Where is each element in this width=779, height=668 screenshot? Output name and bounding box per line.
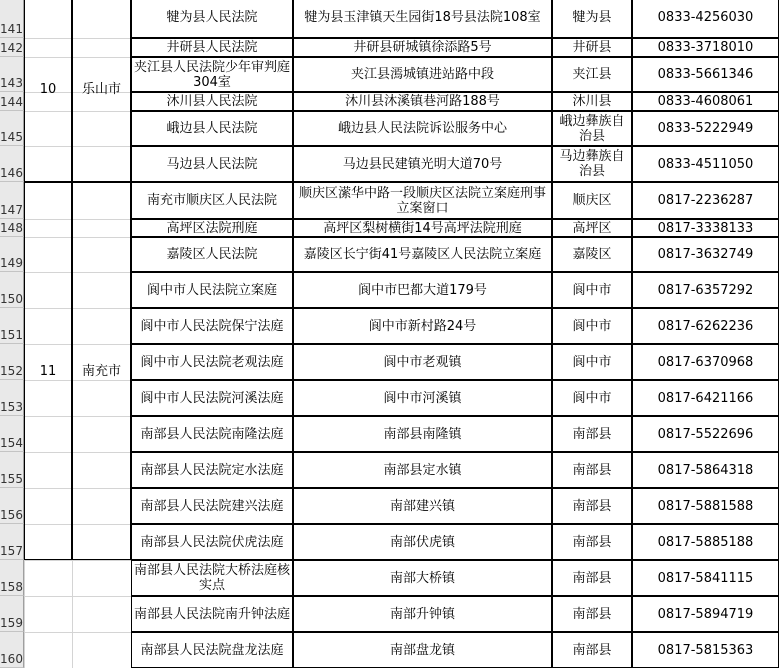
address-cell[interactable]: 犍为县玉津镇天生园街18号县法院108室 <box>293 0 552 38</box>
court-cell[interactable]: 南充市顺庆区人民法院 <box>131 182 293 219</box>
phone-cell[interactable]: 0817-6370968 <box>632 344 779 380</box>
court-cell[interactable]: 高坪区法院刑庭 <box>131 219 293 237</box>
group-number-cell[interactable]: 11 <box>24 182 72 560</box>
county-cell[interactable]: 马边彝族自治县 <box>552 146 632 182</box>
address-cell[interactable]: 南部大桥镇 <box>293 560 552 596</box>
phone-cell[interactable]: 0817-6357292 <box>632 272 779 308</box>
county-cell[interactable]: 犍为县 <box>552 0 632 38</box>
phone-cell[interactable]: 0833-5661346 <box>632 57 779 92</box>
court-cell[interactable]: 阆中市人民法院河溪法庭 <box>131 380 293 416</box>
phone-cell[interactable]: 0833-3718010 <box>632 38 779 57</box>
phone-cell[interactable]: 0817-5881588 <box>632 488 779 524</box>
phone-cell[interactable]: 0817-2236287 <box>632 182 779 219</box>
address-cell[interactable]: 顺庆区潆华中路一段顺庆区法院立案庭刑事立案窗口 <box>293 182 552 219</box>
county-cell[interactable]: 顺庆区 <box>552 182 632 219</box>
court-cell[interactable]: 峨边县人民法院 <box>131 111 293 146</box>
county-cell[interactable]: 南部县 <box>552 524 632 560</box>
row-header[interactable]: 149 <box>0 237 24 272</box>
row-header[interactable]: 157 <box>0 524 24 560</box>
court-cell[interactable]: 南部县人民法院伏虎法庭 <box>131 524 293 560</box>
county-cell[interactable]: 南部县 <box>552 452 632 488</box>
county-cell[interactable]: 南部县 <box>552 560 632 596</box>
row-header[interactable]: 159 <box>0 596 24 632</box>
county-cell[interactable]: 南部县 <box>552 416 632 452</box>
grid-cell <box>72 560 131 596</box>
row-header[interactable]: 155 <box>0 452 24 488</box>
city-cell[interactable]: 乐山市 <box>72 0 131 182</box>
address-cell[interactable]: 阆中市河溪镇 <box>293 380 552 416</box>
grid-cell <box>24 596 72 632</box>
court-cell[interactable]: 南部县人民法院南隆法庭 <box>131 416 293 452</box>
address-cell[interactable]: 阆中市老观镇 <box>293 344 552 380</box>
court-cell[interactable]: 犍为县人民法院 <box>131 0 293 38</box>
county-cell[interactable]: 井研县 <box>552 38 632 57</box>
phone-cell[interactable]: 0817-5522696 <box>632 416 779 452</box>
court-cell[interactable]: 南部县人民法院盘龙法庭 <box>131 632 293 668</box>
row-header[interactable]: 145 <box>0 111 24 146</box>
address-cell[interactable]: 沐川县沐溪镇巷河路188号 <box>293 92 552 111</box>
county-cell[interactable]: 南部县 <box>552 632 632 668</box>
address-cell[interactable]: 南部县南隆镇 <box>293 416 552 452</box>
address-cell[interactable]: 马边县民建镇光明大道70号 <box>293 146 552 182</box>
row-header[interactable]: 147 <box>0 182 24 219</box>
row-header[interactable]: 151 <box>0 308 24 344</box>
address-cell[interactable]: 阆中市新村路24号 <box>293 308 552 344</box>
county-cell[interactable]: 峨边彝族自治县 <box>552 111 632 146</box>
row-header[interactable]: 146 <box>0 146 24 182</box>
phone-cell[interactable]: 0817-3338133 <box>632 219 779 237</box>
phone-cell[interactable]: 0833-4256030 <box>632 0 779 38</box>
phone-cell[interactable]: 0817-5885188 <box>632 524 779 560</box>
county-cell[interactable]: 阆中市 <box>552 344 632 380</box>
court-cell[interactable]: 阆中市人民法院保宁法庭 <box>131 308 293 344</box>
county-cell[interactable]: 嘉陵区 <box>552 237 632 272</box>
row-header[interactable]: 142 <box>0 38 24 57</box>
phone-cell[interactable]: 0817-3632749 <box>632 237 779 272</box>
court-cell[interactable]: 南部县人民法院建兴法庭 <box>131 488 293 524</box>
group-number-cell[interactable]: 10 <box>24 0 72 182</box>
phone-cell[interactable]: 0833-4608061 <box>632 92 779 111</box>
row-header[interactable]: 153 <box>0 380 24 416</box>
grid-cell <box>72 632 131 668</box>
grid-cell <box>72 596 131 632</box>
address-cell[interactable]: 阆中市巴都大道179号 <box>293 272 552 308</box>
row-header[interactable]: 141 <box>0 0 24 38</box>
court-cell[interactable]: 沐川县人民法院 <box>131 92 293 111</box>
address-cell[interactable]: 井研县研城镇徐添路5号 <box>293 38 552 57</box>
phone-cell[interactable]: 0817-5864318 <box>632 452 779 488</box>
grid-cell <box>24 560 72 596</box>
court-cell[interactable]: 夹江县人民法院少年审判庭304室 <box>131 57 293 92</box>
address-cell[interactable]: 嘉陵区长宁街41号嘉陵区人民法院立案庭 <box>293 237 552 272</box>
county-cell[interactable]: 高坪区 <box>552 219 632 237</box>
address-cell[interactable]: 南部盘龙镇 <box>293 632 552 668</box>
phone-cell[interactable]: 0817-6421166 <box>632 380 779 416</box>
county-cell[interactable]: 沐川县 <box>552 92 632 111</box>
address-cell[interactable]: 南部建兴镇 <box>293 488 552 524</box>
address-cell[interactable]: 南部伏虎镇 <box>293 524 552 560</box>
row-header[interactable]: 156 <box>0 488 24 524</box>
court-cell[interactable]: 南部县人民法院定水法庭 <box>131 452 293 488</box>
row-header[interactable]: 150 <box>0 272 24 308</box>
row-header[interactable]: 152 <box>0 344 24 380</box>
address-cell[interactable]: 南部县定水镇 <box>293 452 552 488</box>
city-cell[interactable]: 南充市 <box>72 182 131 560</box>
court-cell[interactable]: 南部县人民法院大桥法庭核实点 <box>131 560 293 596</box>
address-cell[interactable]: 夹江县漹城镇进站路中段 <box>293 57 552 92</box>
court-cell[interactable]: 马边县人民法院 <box>131 146 293 182</box>
row-header[interactable]: 160 <box>0 632 24 668</box>
row-header[interactable]: 158 <box>0 560 24 596</box>
county-cell[interactable]: 阆中市 <box>552 308 632 344</box>
row-header[interactable]: 148 <box>0 221 23 235</box>
phone-cell[interactable]: 0817-6262236 <box>632 308 779 344</box>
court-cell[interactable]: 阆中市人民法院老观法庭 <box>131 344 293 380</box>
court-cell[interactable]: 阆中市人民法院立案庭 <box>131 272 293 308</box>
court-cell[interactable]: 南部县人民法院南升钟法庭 <box>131 596 293 632</box>
county-cell[interactable]: 南部县 <box>552 488 632 524</box>
county-cell[interactable]: 阆中市 <box>552 380 632 416</box>
phone-cell[interactable]: 0817-5841115 <box>632 560 779 596</box>
address-cell[interactable]: 南部升钟镇 <box>293 596 552 632</box>
phone-cell[interactable]: 0817-5894719 <box>632 596 779 632</box>
county-cell[interactable]: 夹江县 <box>552 57 632 92</box>
address-cell[interactable]: 高坪区梨树横街14号高坪法院刑庭 <box>293 219 552 237</box>
grid-cell <box>24 632 72 668</box>
county-cell[interactable]: 阆中市 <box>552 272 632 308</box>
row-header[interactable]: 154 <box>0 416 24 452</box>
row-header[interactable]: 143 <box>0 57 24 92</box>
court-cell[interactable]: 嘉陵区人民法院 <box>131 237 293 272</box>
phone-cell[interactable]: 0833-4511050 <box>632 146 779 182</box>
phone-cell[interactable]: 0817-5815363 <box>632 632 779 668</box>
address-cell[interactable]: 峨边县人民法院诉讼服务中心 <box>293 111 552 146</box>
county-cell[interactable]: 南部县 <box>552 596 632 632</box>
row-header[interactable]: 144 <box>0 92 24 111</box>
court-cell[interactable]: 井研县人民法院 <box>131 38 293 57</box>
phone-cell[interactable]: 0833-5222949 <box>632 111 779 146</box>
